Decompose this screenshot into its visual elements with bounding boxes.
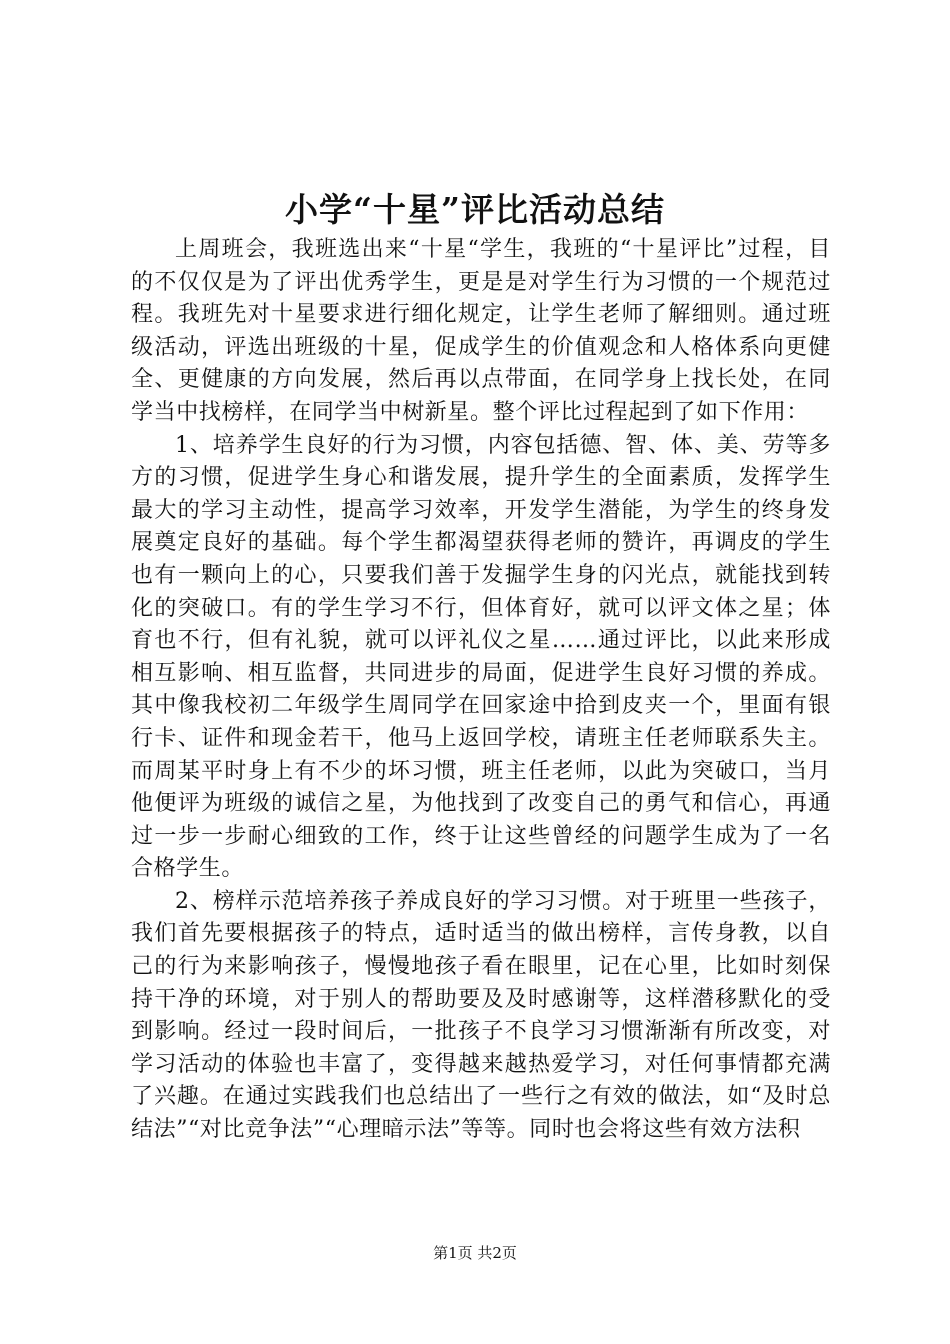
paragraph-point-2: 2、榜样示范培养孩子养成良好的学习习惯。对于班里一些孩子，我们首先要根据孩子的特点，适时适当的做出榜样，言传身教，以自己的行为来影响孩子，慢慢地孩子看在眼里，记在心里，比如时刻保持干净的环境，对于别人的帮助要及及时感谢等，这样潜移默化的受到影响。经过一段时间后，一批孩子不良学习习惯渐渐有所改变，对学习活动的体验也丰富了，变得越来越热爱学习，对任何事情都充满了兴趣。在通过实践我们也总结出了一些行之有效的做法，如“及时总结法”“对比竞争法”“心理暗示法”等等。同时也会将这些有效方法积: [131, 888, 831, 1143]
paragraph-intro: 上周班会，我班选出来“十星“学生，我班的“十星评比”过程，目的不仅仅是为了评出优秀学生，更是是对学生行为习惯的一个规范过程。我班先对十星要求进行细化规定，让学生老师了解细则。通过班级活动，评选出班级的十星，促成学生的价值观念和人格体系向更健全、更健康的方向发展，然后再以点带面，在同学身上找长处，在同学当中找榜样，在同学当中树新星。整个评比过程起到了如下作用：: [131, 237, 831, 425]
document-title: 小学“十星”评比活动总结: [285, 190, 665, 229]
paragraph-point-1: 1、培养学生良好的行为习惯，内容包括德、智、体、美、劳等多方的习惯，促进学生身心和谐发展，提升学生的全面素质，发挥学生最大的学习主动性，提高学习效率，开发学生潜能，为学生的终身发展奠定良好的基础。每个学生都渴望获得老师的赞许，再调皮的学生也有一颗向上的心，只要我们善于发掘学生身的闪光点，就能找到转化的突破口。有的学生学习不行，但体育好，就可以评文体之星；体育也不行，但有礼貌，就可以评礼仪之星……通过评比，以此来形成相互影响、相互监督，共同进步的局面，促进学生良好习惯的养成。其中像我校初二年级学生周同学在回家途中拾到皮夹一个，里面有银行卡、证件和现金若干，他马上返回学校，请班主任老师联系失主。而周某平时身上有不少的坏习惯，班主任老师，以此为突破口，当月他便评为班级的诚信之星，为他找到了改变自己的勇气和信心，再通过一步一步耐心细致的工作，终于让这些曾经的问题学生成为了一名合格学生。: [131, 432, 831, 882]
document-body: [131, 234, 831, 1147]
page-footer: 第1页 共2页: [433, 1244, 517, 1262]
